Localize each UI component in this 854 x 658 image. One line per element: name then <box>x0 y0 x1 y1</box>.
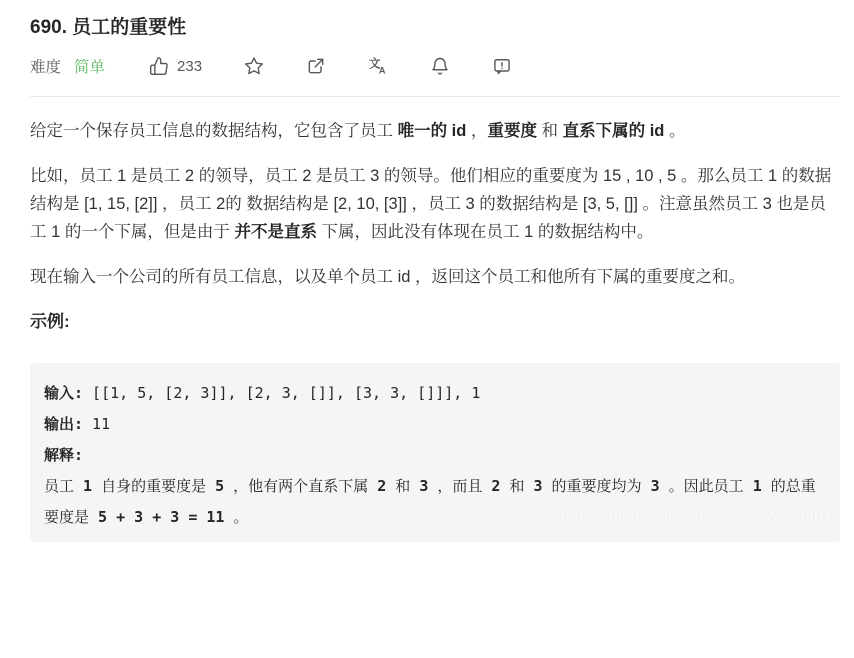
like-button[interactable] <box>149 56 202 76</box>
translate-button[interactable] <box>368 56 388 76</box>
difficulty-label: 难度 <box>30 59 62 76</box>
input-label: 输入: <box>44 384 84 402</box>
description-paragraph-3: 现在输入一个公司的所有员工信息，以及单个员工 id ，返回这个员工和他所有下属的重要度之和。 <box>30 268 746 286</box>
bell-icon <box>430 56 450 76</box>
star-icon <box>244 56 264 76</box>
problem-title: 690. 员工的重要性 <box>30 17 187 38</box>
description-paragraph-2: 比如，员工 1 是员工 2 的领导，员工 2 是员工 3 的领导。他们相应的重要度为 15 , 10 , 5 。那么员工 1 的数据结构是 [1, 15, [2]] ，员工 2的 数据结构是 [2, 10, [3]] ，员工 3 的数据结构是 [3, 5, []] 。注意虽然员工 3 也是员工 1 的一个下属，但是由于 并不是直系 下属，因此没有体现在员工 1 的数据结构中。 <box>30 167 832 241</box>
comment-exclamation-icon <box>492 56 512 76</box>
example-heading: 示例: <box>30 312 70 331</box>
header-divider <box>30 96 840 97</box>
example-output-line <box>44 409 826 440</box>
feedback-button[interactable] <box>492 56 512 76</box>
problem-description <box>30 117 840 542</box>
thumbs-up-icon <box>149 56 169 76</box>
csdn-watermark: https://blog.csdn.net/weixin_52344401 <box>560 509 832 526</box>
example-explain-label-line <box>44 440 826 471</box>
favorite-button[interactable] <box>244 56 264 76</box>
share-icon <box>306 56 326 76</box>
example-explanation: 员工 1 自身的重要度是 5 ，他有两个直系下属 2 和 3 ，而且 2 和 3 的重要度均为 3 。因此员工 1 的总重要度是 5 + 3 + 3 = 11 。 <box>44 477 816 526</box>
output-value: 11 <box>83 415 111 433</box>
difficulty-badge: 简单 <box>74 59 106 76</box>
example-code-block <box>30 363 840 542</box>
description-paragraph-1: 给定一个保存员工信息的数据结构，它包含了员工 唯一的 id ，重要度 和 直系下属的 id 。 <box>30 122 686 140</box>
example-input-line <box>44 378 826 409</box>
share-button[interactable] <box>306 56 326 76</box>
problem-meta-bar <box>30 55 840 77</box>
output-label: 输出: <box>44 415 84 433</box>
input-value: [[1, 5, [2, 3]], [2, 3, []], [3, 3, []]], 1 <box>83 384 481 402</box>
notifications-button[interactable] <box>430 56 450 76</box>
like-count: 233 <box>177 57 203 75</box>
svg-text:A: A <box>378 65 386 76</box>
translate-icon <box>368 56 388 76</box>
svg-text:文: 文 <box>368 57 381 71</box>
explain-label: 解释: <box>44 446 84 464</box>
